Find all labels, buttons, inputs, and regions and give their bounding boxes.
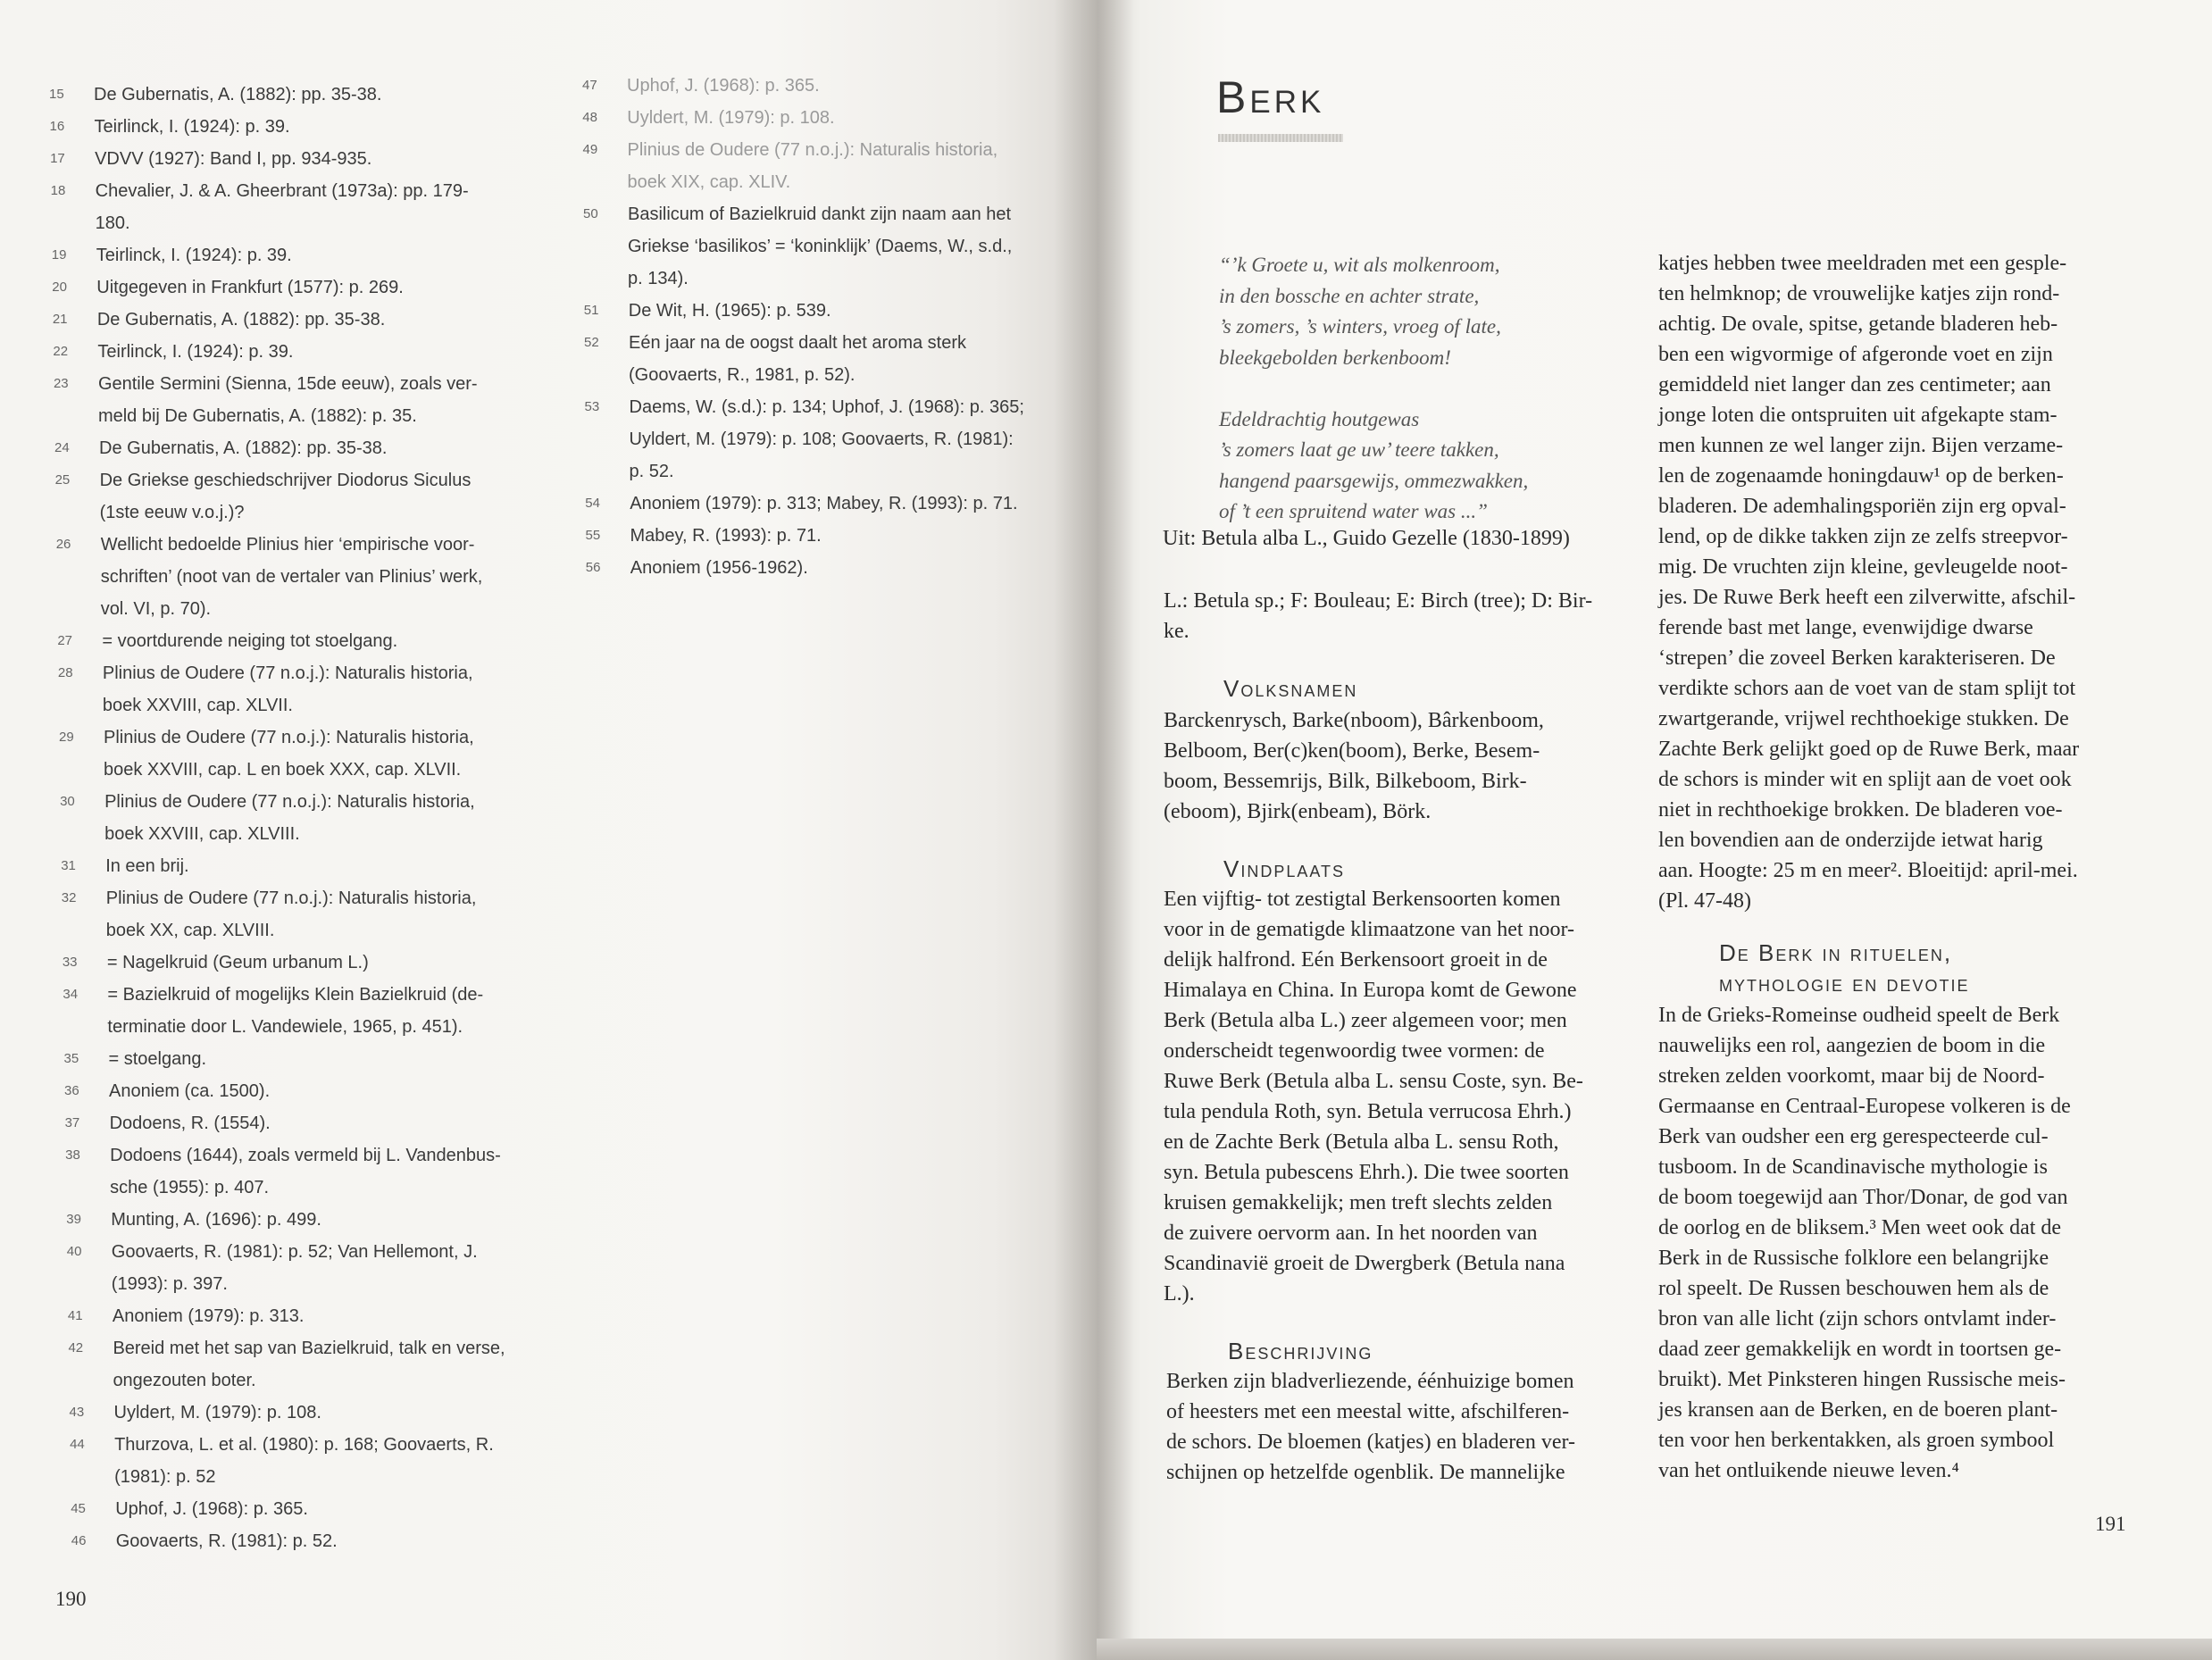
footnote-number: 41 [67, 1308, 83, 1323]
footnote [582, 70, 820, 102]
footnote-number: 29 [59, 730, 74, 745]
text-line: rol speelt. De Russen beschouwen hem als de [1658, 1277, 2049, 1300]
footnote-line: Basilicum of Bazielkruid dankt zijn naam aan het [628, 204, 1012, 224]
footnote [49, 111, 290, 143]
footnote-line: Uphof, J. (1968): p. 365. [627, 76, 820, 96]
poem-source-text: Uit: Betula alba L., Guido Gezelle (1830-1899) [1163, 527, 1570, 550]
footnote-line: De Wit, H. (1965): p. 539. [628, 301, 831, 321]
footnote-line: Munting, A. (1696): p. 499. [111, 1210, 321, 1230]
footnote [51, 239, 292, 271]
page-number-right: 191 [2095, 1513, 2126, 1535]
footnote [57, 657, 473, 722]
footnote [66, 1204, 321, 1236]
footnote-line: Goovaerts, R. (1981): p. 52; Van Hellemont, J. [111, 1242, 478, 1262]
footnote-line: Uyldert, M. (1979): p. 108; Goovaerts, R. (1981): [629, 430, 1014, 449]
text-line: tula pendula Roth, syn. Betula verrucosa Ehrh.) [1164, 1100, 1572, 1123]
footnote-line: (1993): p. 397. [111, 1274, 228, 1294]
text-line: ferende bast met lange, evenwijdige dwarse [1658, 616, 2033, 639]
footnote-line: boek XIX, cap. XLIV. [627, 172, 791, 192]
footnote-number: 24 [54, 440, 70, 455]
footnote-number: 51 [583, 303, 599, 318]
footnote-number: 36 [64, 1083, 79, 1098]
text-line: ben een wigvormige of afgeronde voet en zijn [1658, 343, 2053, 366]
heading-rituelen-1: De Berk in rituelen, [1719, 939, 1953, 966]
footnote-line: boek XXVIII, cap. L en boek XXX, cap. XLVII. [104, 760, 462, 780]
footnote-line: Anoniem (1979): p. 313. [112, 1306, 305, 1326]
text-line: de boom toegewijd aan Thor/Donar, de god van [1658, 1186, 2068, 1209]
footnote-line: Goovaerts, R. (1981): p. 52. [115, 1531, 338, 1551]
footnote [582, 134, 998, 198]
footnote [59, 722, 474, 786]
footnote-line: De Gubernatis, A. (1882): pp. 35-38. [99, 438, 388, 458]
footnote [54, 432, 388, 464]
text-line: mig. De vruchten zijn kleine, gevleugelde noot- [1658, 555, 2068, 579]
text-line: syn. Betula pubescens Ehrh.). Die twee soorten [1164, 1161, 1569, 1184]
poem-line: in den bossche en achter strate, [1219, 284, 1480, 307]
footnote-number: 40 [66, 1244, 82, 1259]
footnote-number: 21 [52, 312, 68, 327]
page-edge [1097, 1639, 2212, 1660]
heading-beschrijving: Beschrijving [1228, 1338, 1373, 1364]
text-line: Scandinavië groeit de Dwergberk (Betula nana [1164, 1252, 1565, 1275]
footnote-line: Thurzova, L. et al. (1980): p. 168; Goovaerts, R. [114, 1435, 494, 1455]
footnote-line: meld bij De Gubernatis, A. (1882): p. 35. [97, 406, 417, 426]
poem-line: Edeldrachtig houtgewas [1219, 407, 1420, 430]
footnote-line: = Bazielkruid of mogelijks Klein Bazielkruid (de- [107, 985, 484, 1005]
footnote [50, 175, 469, 239]
text-line: L.). [1164, 1282, 1195, 1305]
footnote-line: Plinius de Oudere (77 n.o.j.): Naturalis historia, [104, 792, 475, 812]
footnote-line: Griekse ‘basilikos’ = ‘koninklijk’ (Daems, W., s.d., [628, 237, 1013, 256]
footnote-line: = stoelgang. [108, 1049, 207, 1069]
text-line: daad zeer gemakkelijk en wordt in toortsen ge- [1658, 1338, 2062, 1361]
text-line: niet in rechthoekige brokken. De bladeren voe- [1658, 798, 2063, 822]
footnote-line: Anoniem (1956-1962). [630, 558, 808, 578]
footnote-number: 34 [63, 987, 79, 1002]
footnote-line: Bereid met het sap van Bazielkruid, talk en verse, [113, 1339, 505, 1358]
book-gutter [1054, 0, 1134, 1660]
footnote-line: Dodoens, R. (1554). [109, 1114, 271, 1133]
footnote [55, 529, 483, 625]
text-line: Berken zijn bladverliezende, éénhuizige bomen [1166, 1370, 1574, 1393]
footnote-number: 23 [53, 376, 69, 391]
text-line: nauwelijks een rol, aangezien de boom in die [1658, 1034, 2046, 1057]
footnote-number: 53 [584, 399, 600, 414]
text-line: de schors is minder wit en splijt aan de voet ook [1658, 768, 2072, 791]
footnote-line: Gentile Sermini (Sienna, 15de eeuw), zoals ver- [97, 374, 478, 394]
footnote-number: 28 [57, 665, 73, 680]
footnote [71, 1493, 308, 1525]
footnote-number: 17 [50, 151, 65, 166]
footnote-line: terminatie door L. Vandewiele, 1965, p. 451). [107, 1017, 463, 1037]
text-line: Himalaya en China. In Europa komt de Gewone [1164, 979, 1577, 1002]
footnote-number: 26 [55, 537, 71, 552]
footnote-line: = voortdurende neiging tot stoelgang. [102, 631, 398, 651]
text-line: Een vijftig- tot zestigtal Berkensoorten komen [1164, 888, 1561, 911]
footnote-line: De Gubernatis, A. (1882): pp. 35-38. [96, 310, 386, 329]
text-line: lend, op de dikke takken zijn ze zelfs streepvor- [1658, 525, 2068, 548]
footnote-line: Plinius de Oudere (77 n.o.j.): Naturalis historia, [104, 728, 474, 747]
text-line: men kunnen ze wel langer zijn. Bijen verzame- [1658, 434, 2064, 457]
text-line: ten helmknop; de vrouwelijke katjes zijn rond- [1658, 282, 2060, 305]
text-line: In de Grieks-Romeinse oudheid speelt de Berk [1658, 1004, 2060, 1027]
footnote-number: 32 [61, 890, 77, 905]
text-line: bruikt). Met Pinksteren hingen Russische meis- [1658, 1368, 2066, 1391]
footnote-line: Teirlinck, I. (1924): p. 39. [96, 246, 292, 265]
text-line: zwartgerande, vrijwel rechthoekige stukken. De [1658, 707, 2069, 730]
poem-line: hangend paarsgewijs, ommezwakken, [1219, 469, 1529, 492]
footnote [60, 786, 475, 850]
footnote-number: 18 [50, 183, 66, 198]
footnote [67, 1300, 305, 1332]
footnote-number: 27 [57, 633, 73, 648]
text-line: de zuivere oervorm aan. In het noorden van [1164, 1222, 1538, 1245]
footnote-number: 37 [64, 1115, 80, 1130]
text-line: of heesters met een meestal witte, afschilferen- [1166, 1400, 1570, 1423]
footnote [585, 488, 1018, 520]
footnote [62, 947, 369, 979]
footnote-line: boek XXVIII, cap. XLVII. [102, 696, 293, 715]
text-line: de oorlog en de bliksem.³ Men weet ook dat de [1658, 1216, 2062, 1239]
footnote-line: vol. VI, p. 70). [100, 599, 212, 619]
footnote-number: 35 [63, 1051, 79, 1066]
text-line: aan. Hoogte: 25 m en meer². Bloeitijd: april-mei. [1658, 859, 2078, 882]
footnote-line: Uitgegeven in Frankfurt (1577): p. 269. [96, 278, 404, 297]
text-line: Zachte Berk gelijkt goed op de Ruwe Berk, maar [1658, 738, 2080, 761]
footnote [66, 1236, 478, 1300]
names-line: ke. [1164, 620, 1189, 643]
footnote-number: 49 [582, 142, 598, 157]
text-line: streken zelden voorkomt, maar bij de Noord- [1658, 1064, 2045, 1088]
footnote-line: sche (1955): p. 407. [110, 1178, 270, 1197]
text-line: verdikte schors aan de voet van de stam splijt tot [1658, 677, 2076, 700]
footnote [64, 1107, 271, 1139]
footnote-number: 39 [66, 1212, 81, 1227]
footnote [583, 295, 831, 327]
footnote-number: 16 [49, 119, 65, 134]
text-line: jes kransen aan de Berken, en de boeren plant- [1658, 1398, 2058, 1422]
footnote-line: Uyldert, M. (1979): p. 108. [627, 108, 835, 128]
page-number-left: 190 [55, 1588, 87, 1610]
poem-line: ’s zomers, ’s winters, vroeg of late, [1219, 315, 1501, 338]
text-line: jonge loten die ontspruiten uit afgekapte stam- [1658, 404, 2058, 427]
footnote-line: Teirlinck, I. (1924): p. 39. [97, 342, 294, 362]
text-line: onderscheidt tegenwoordig twee vormen: de [1164, 1039, 1545, 1063]
footnote-line: p. 134). [628, 269, 689, 288]
footnote-line: De Gubernatis, A. (1882): pp. 35-38. [94, 85, 382, 104]
footnote-line: schriften’ (noot van de vertaler van Plinius’ werk, [100, 567, 483, 587]
footnote-number: 48 [582, 110, 597, 125]
footnote-number: 52 [584, 335, 599, 350]
footnote-line: Anoniem (1979): p. 313; Mabey, R. (1993): p. 71. [630, 494, 1018, 513]
poem-source [1163, 523, 1570, 554]
footnote-line: Teirlinck, I. (1924): p. 39. [94, 117, 290, 137]
footnote-number: 47 [582, 78, 597, 93]
footnote-line: VDVV (1927): Band I, pp. 934-935. [95, 149, 372, 169]
text-line: Berk (Betula alba L.) zeer algemeen voor; men [1164, 1009, 1567, 1032]
footnote-line: Dodoens (1644), zoals vermeld bij L. Vandenbus- [110, 1146, 501, 1165]
footnote [63, 979, 484, 1043]
text-line: bladeren. De ademhalingsporiën zijn erg opval- [1658, 495, 2066, 518]
text-line: ‘strepen’ die zoveel Berken karakteriseren. De [1658, 646, 2056, 670]
poem-line: ’s zomers laat ge uw’ teere takken, [1219, 438, 1499, 461]
footnote-line: 180. [95, 213, 130, 233]
heading-volksnamen: Volksnamen [1223, 675, 1358, 702]
footnote [50, 143, 372, 175]
footnote-line: Wellicht bedoelde Plinius hier ‘empirische voor- [100, 535, 475, 555]
text-line: Berk van oudsher een erg gerespecteerde cul- [1658, 1125, 2049, 1148]
footnote [52, 271, 404, 304]
heading-vindplaats: Vindplaats [1223, 855, 1346, 882]
footnote [64, 1075, 271, 1107]
text-line: voor in de gematigde klimaatzone van het noor- [1164, 918, 1575, 941]
heading-rituelen-2: mythologie en devotie [1719, 970, 1970, 997]
footnote-number: 43 [69, 1405, 85, 1420]
text-line: van het ontluikende nieuwe leven.⁴ [1658, 1459, 1959, 1482]
text-line: Germaanse en Centraal-Europese volkeren is de [1658, 1095, 2071, 1118]
footnote [54, 464, 472, 529]
footnote [71, 1525, 338, 1557]
footnote-number: 45 [71, 1501, 86, 1516]
footnote [583, 198, 1013, 295]
text-line: (eboom), Bjirk(enbeam), Börk. [1164, 800, 1432, 823]
title-rule [1218, 134, 1343, 142]
text-line: bron van alle licht (zijn schors ontvlamt inder- [1658, 1307, 2057, 1331]
footnote [61, 882, 477, 947]
footnote [68, 1332, 505, 1397]
footnote-number: 44 [70, 1437, 85, 1452]
footnote [585, 552, 808, 584]
footnote-line: Plinius de Oudere (77 n.o.j.): Naturalis historia, [627, 140, 998, 160]
text-line: en de Zachte Berk (Betula alba L. sensu Roth, [1164, 1130, 1559, 1154]
footnote [61, 850, 189, 882]
footnote-line: ongezouten boter. [113, 1371, 256, 1390]
footnote [65, 1139, 501, 1204]
footnote-line: (1981): p. 52 [114, 1467, 216, 1487]
text-line: kruisen gemakkelijk; men treft slechts zelden [1164, 1191, 1553, 1214]
footnote [53, 368, 478, 432]
footnote [53, 336, 294, 368]
footnote [70, 1429, 494, 1493]
footnote-line: Daems, W. (s.d.): p. 134; Uphof, J. (1968): p. 365; [629, 397, 1024, 417]
text-line: len de zogenaamde honingdauw¹ op de berken- [1658, 464, 2064, 488]
text-line: katjes hebben twee meeldraden met een gesple- [1658, 252, 2067, 275]
footnote-line: Chevalier, J. & A. Gheerbrant (1973a): pp. 179- [95, 181, 469, 201]
footnote-number: 22 [53, 344, 69, 359]
footnote-line: De Griekse geschiedschrijver Diodorus Siculus [99, 471, 472, 490]
footnote-line: (1ste eeuw v.o.j.)? [99, 503, 245, 522]
text-line: achtig. De ovale, spitse, getande bladeren heb- [1658, 313, 2058, 336]
footnote [57, 625, 398, 657]
footnote-line: p. 52. [629, 462, 674, 481]
footnote-line: Anoniem (ca. 1500). [109, 1081, 271, 1101]
text-line: jes. De Ruwe Berk heeft een zilverwitte, afschil- [1658, 586, 2076, 609]
footnote-line: (Goovaerts, R., 1981, p. 52). [629, 365, 856, 385]
text-line: Belboom, Ber(c)ken(boom), Berke, Besem- [1164, 739, 1540, 763]
text-line: Barckenrysch, Barke(nboom), Bârkenboom, [1164, 709, 1544, 732]
footnote-number: 30 [60, 794, 75, 809]
footnote [584, 391, 1024, 488]
footnote-line: Uphof, J. (1968): p. 365. [115, 1499, 308, 1519]
footnote-line: boek XXVIII, cap. XLVIII. [104, 824, 300, 844]
footnote-number: 19 [51, 247, 67, 263]
text-line: Berk in de Russische folklore een belangrijke [1658, 1247, 2049, 1270]
footnote-number: 55 [585, 528, 601, 543]
footnote-line: Plinius de Oudere (77 n.o.j.): Naturalis historia, [102, 663, 473, 683]
text-line: len bovendien aan de onderzijde ietwat harig [1658, 829, 2043, 852]
footnote-number: 42 [68, 1340, 84, 1356]
text-line: schijnen op hetzelfde ogenblik. De mannelijke [1166, 1461, 1565, 1484]
text-line: Ruwe Berk (Betula alba L. sensu Coste, syn. Be- [1164, 1070, 1583, 1093]
text-line: gemiddeld niet langer dan zes centimeter; aan [1658, 373, 2051, 396]
footnote-line: = Nagelkruid (Geum urbanum L.) [106, 953, 369, 972]
footnote-line: Uyldert, M. (1979): p. 108. [113, 1403, 321, 1422]
footnote-number: 56 [585, 560, 601, 575]
footnote [49, 79, 382, 111]
footnote [63, 1043, 207, 1075]
footnote-line: Mabey, R. (1993): p. 71. [630, 526, 822, 546]
footnote-number: 38 [65, 1147, 80, 1163]
poem-line: bleekgebolden berkenboom! [1219, 346, 1451, 369]
footnote-number: 15 [49, 87, 64, 102]
footnote-number: 31 [61, 858, 76, 873]
footnote-number: 25 [54, 472, 71, 488]
text-line: boom, Bessemrijs, Bilk, Bilkeboom, Birk- [1164, 770, 1527, 793]
footnote-number: 50 [583, 206, 598, 221]
page-title: Berk [1216, 72, 1325, 122]
text-line: (Pl. 47-48) [1658, 889, 1751, 913]
footnote-line: Plinius de Oudere (77 n.o.j.): Naturalis historia, [105, 888, 477, 908]
footnote [584, 327, 967, 391]
footnote [52, 304, 386, 336]
text-line: tusboom. In de Scandinavische mythologie is [1658, 1155, 2048, 1179]
names-line: L.: Betula sp.; F: Bouleau; E: Birch (tree); D: Bir- [1164, 589, 1593, 613]
text-line: de schors. De bloemen (katjes) en bladeren ver- [1166, 1431, 1575, 1454]
poem-line: of ’t een spruitend water was ...” [1219, 500, 1488, 522]
footnote [582, 102, 835, 134]
poem-line: “’k Groete u, wit als molkenroom, [1219, 254, 1500, 276]
footnote-number: 46 [71, 1533, 87, 1548]
footnote-number: 33 [62, 955, 78, 970]
footnote [69, 1397, 321, 1429]
footnote-line: boek XX, cap. XLVIII. [105, 921, 275, 940]
footnote-line: In een brij. [105, 856, 189, 876]
footnote-number: 54 [585, 496, 600, 511]
text-line: delijk halfrond. Eén Berkensoort groeit in de [1164, 948, 1548, 972]
text-line: ten voor hen berkentakken, als groen symbool [1658, 1429, 2055, 1452]
footnote-line: Eén jaar na de oogst daalt het aroma sterk [629, 333, 967, 353]
footnote-number: 20 [52, 279, 67, 295]
footnote [585, 520, 822, 552]
